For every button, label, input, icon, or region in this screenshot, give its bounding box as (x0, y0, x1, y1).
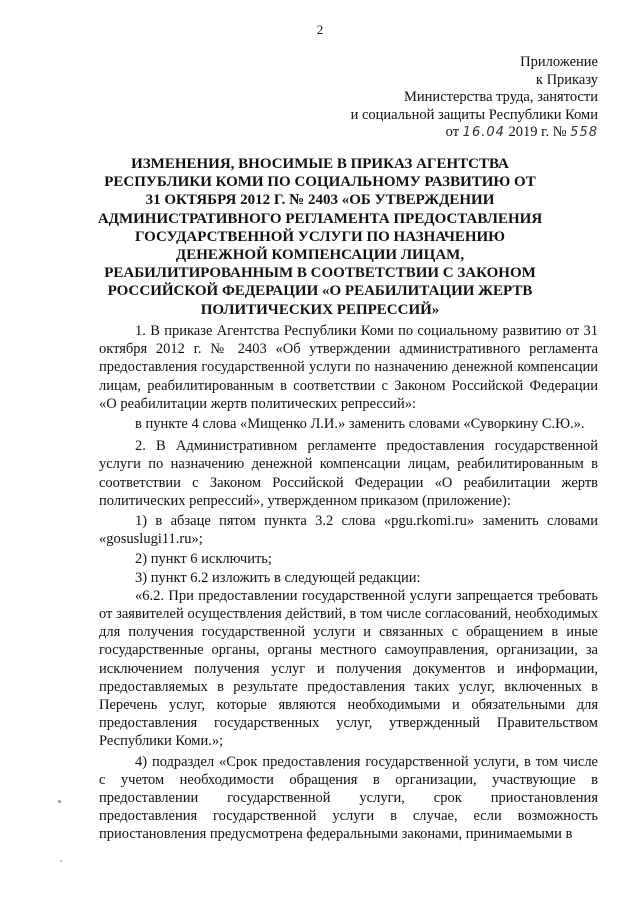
appendix-line-2: к Приказу (535, 71, 598, 88)
year-text: 2019 г. № (508, 124, 567, 140)
document-title: ИЗМЕНЕНИЯ, ВНОСИМЫЕ В ПРИКАЗ АГЕНТСТВА РЕСПУБЛИКИ КОМИ ПО СОЦИАЛЬНОМУ РАЗВИТИЮ ОТ 31 ОКТЯБРЯ 2012 Г. № 2403 «ОБ УТВЕРЖДЕНИИ АДМИНИСТРАТИВНОГО РЕГЛАМЕНТА ПРЕДОСТАВЛЕНИЯ ГОСУДАРСТВЕННОЙ УСЛУГИ ПО НАЗНАЧЕНИЮ ДЕНЕЖНОЙ КОМПЕНСАЦИИ ЛИЦАМ, РЕАБИЛИТИРОВАННЫМ В СООТВЕТСТВИИ С ЗАКОНОМ РОССИЙСКОЙ ФЕДЕРАЦИИ «О РЕАБИЛИТАЦИИ ЖЕРТВ ПОЛИТИЧЕСКИХ РЕПРЕССИЙ» (97, 156, 543, 318)
paragraph-6: 3) пункт 6.2 изложить в следующей редакции: (135, 569, 421, 586)
appendix-date-line (298, 124, 598, 142)
paragraph-4: 1) в абзаце пятом пункта 3.2 слова «pgu.rkomi.ru» заменить словами «gosuslugi11.ru»; (99, 513, 598, 548)
document-body (99, 322, 598, 844)
page-number: 2 (316, 22, 324, 37)
paragraph-2: в пункте 4 слова «Мищенко Л.И.» заменить словами «Суворкину С.Ю.». (135, 416, 585, 433)
paragraph-8: 4) подраздел «Срок предоставления государственной услуги, в том числе с учетом необходимости обращения в организации, участвующие в предоставлении государственной услуги, срок приостановления предоставления государственной услуги в случае, если возможность приостановления предусмотрена федеральными законами, принимаемыми в (99, 753, 598, 843)
paragraph-7: «6.2. При предоставлении государственной услуги запрещается требовать от заявителей осуществления действий, в том числе согласований, необходимых для получения государственной услуги и связанных с обращением в иные государственные органы, органы местного самоуправления, организации, за исключением получения услуг и получения документов и информации, предоставляемых в результате предоставления таких услуг, включенных в Перечень услуг, которые являются необходимыми и обязательными для предоставления государственных услуг, утвержденный Правительством Республики Коми.»; (99, 587, 598, 750)
handwritten-date: 16.04 (462, 125, 505, 140)
scan-speck (60, 860, 62, 862)
appendix-line-3: Министерства труда, занятости (404, 89, 598, 105)
scan-speck (58, 800, 61, 803)
date-prefix: от (445, 124, 460, 140)
appendix-line-1: Приложение (520, 54, 598, 70)
paragraph-5: 2) пункт 6 исключить; (135, 551, 272, 568)
paragraph-1: 1. В приказе Агентства Республики Коми по социальному развитию от 31 октября 2012 г. № 2403 «Об утверждении административного регламента предоставления государственной услуги по назначению денежной компенсации лицам, реабилитированным в соответствии с Законом Российской Федерации «О реабилитации жертв политических репрессий»: (99, 323, 598, 412)
handwritten-number: 558 (570, 125, 598, 140)
paragraph-3: 2. В Административном регламенте предоставления государственной услуги по назначению денежной компенсации лицам, реабилитированным в соответствии с Законом Российской Федерации «О реабилитации жертв политических репрессий», утвержденном приказом (приложение): (99, 438, 598, 509)
appendix-line-4: и социальной защиты Республики Коми (350, 106, 598, 123)
appendix-header (298, 54, 598, 142)
